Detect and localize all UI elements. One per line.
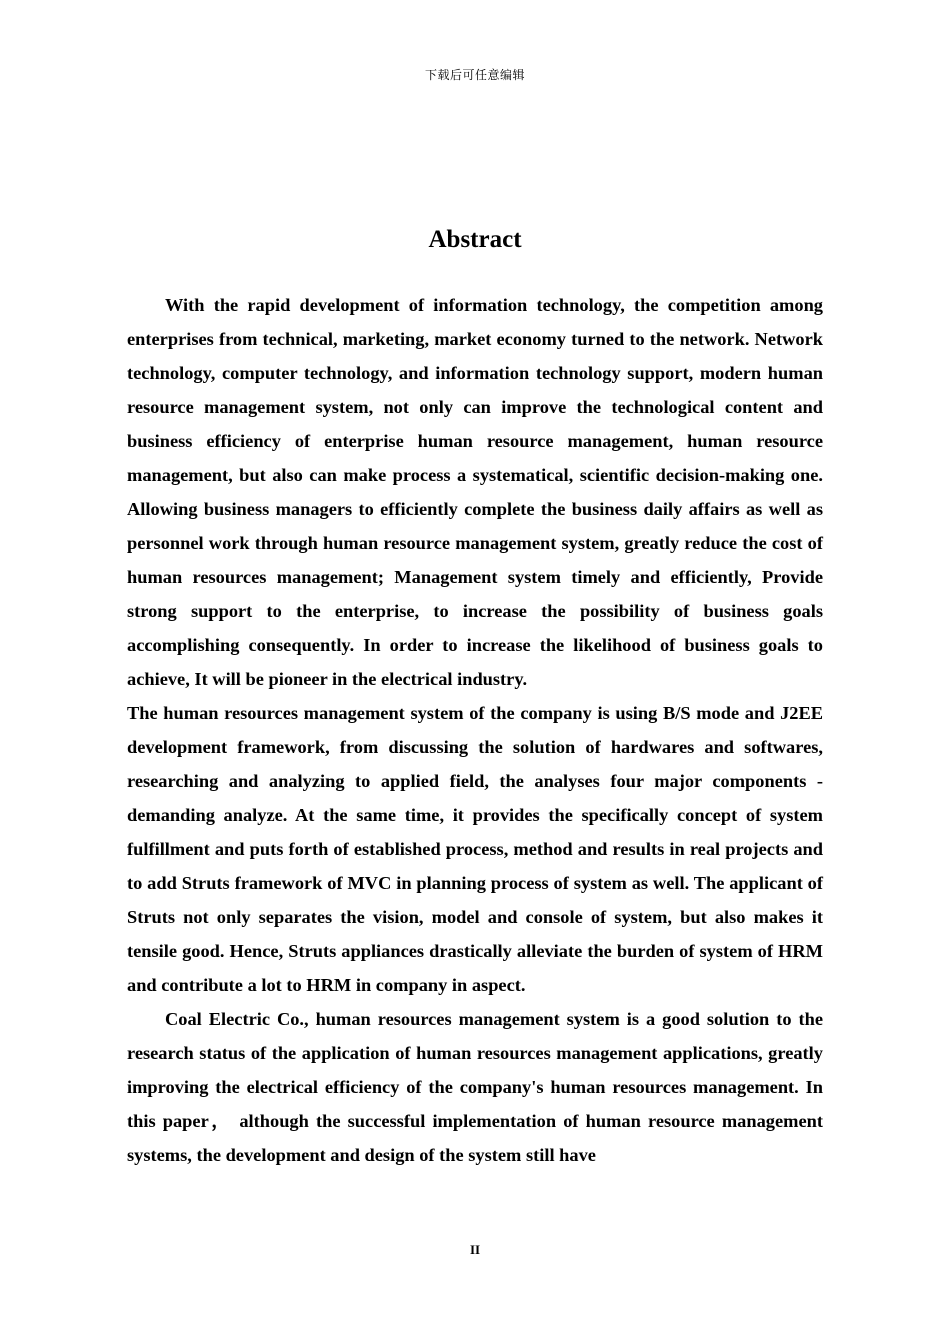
paragraph-1: With the rapid development of information technology, the competition among enterprises from technical, marketing, market economy turned to the network. Network technology, computer technology, and information technology support, modern human resource management system, not only can improve the technological content and business efficiency of enterprise human resource management, human resource management, but also can make process a systematical, scientific decision-making one. Allowing business managers to efficiently complete the business daily affairs as well as personnel work through human resource management system, greatly reduce the cost of human resources management; Management system timely and efficiently, Provide strong support to the enterprise, to increase the possibility of business goals accomplishing consequently. In order to increase the likelihood of business goals to achieve, It will be pioneer in the electrical industry. (127, 295, 823, 689)
header-note: 下载后可任意编辑 (424, 68, 525, 82)
paragraph-2: The human resources management system of the company is using B/S mode and J2EE development framework, from discussing the solution of hardwares and softwares, researching and analyzing to applied field, the analyses four major components -demanding analyze. At the same time, it provides the specifically concept of system fulfillment and puts forth of established process, method and results in real projects and to add Struts framework of MVC in planning process of system as well. The applicant of Struts not only separates the vision, model and console of system, but also makes it tensile good. Hence, Struts appliances drastically alleviate the burden of system of HRM and contribute a lot to HRM in company in aspect. (127, 703, 915, 995)
page-number: II (469, 1242, 481, 1257)
page-title: Abstract (428, 226, 522, 253)
paragraph-3: Coal Electric Co., human resources management system is a good solution to the research status of the application of human resources management applications, greatly improving the electrical efficiency of the company's human resources management. In this paper， although the successful implementation of human resource management systems, the development and design of the system still have (127, 1009, 823, 1165)
abstract-body (127, 288, 915, 1172)
